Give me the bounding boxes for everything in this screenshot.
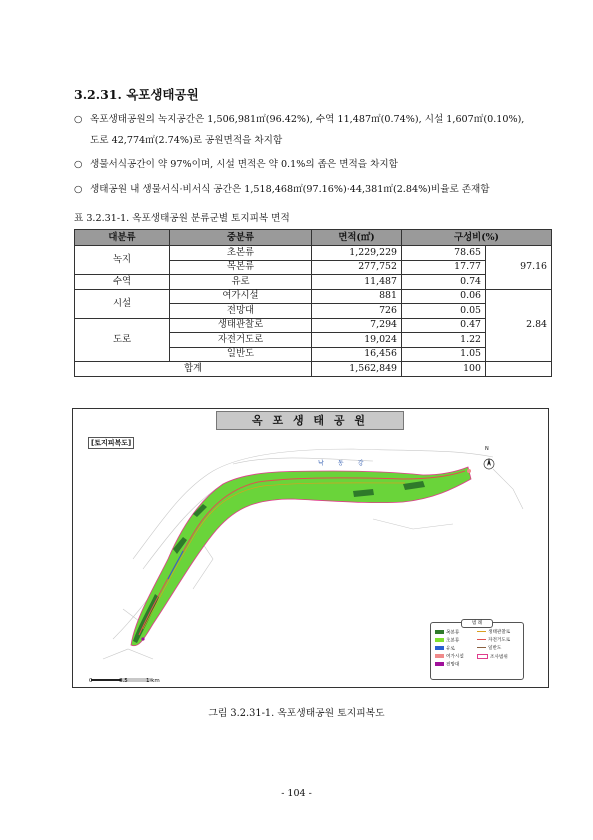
legend-label: 일반도 <box>488 646 502 651</box>
legend-label: 유로 <box>446 646 455 652</box>
total-label: 합계 <box>75 362 312 377</box>
cell-sub: 초본류 <box>170 246 312 261</box>
header-ratio: 구성비(%) <box>402 230 552 246</box>
map-legend <box>430 622 524 680</box>
legend-item <box>435 630 459 636</box>
section-title: 3.2.31. 옥포생태공원 <box>74 87 199 102</box>
legend-label: 전망대 <box>446 662 460 668</box>
legend-item <box>477 646 501 652</box>
group-facility: 시설 <box>75 289 170 318</box>
cell-ratio: 0.05 <box>402 304 486 319</box>
bullet-mark: ○ <box>74 114 83 125</box>
total-area: 1,562,849 <box>312 362 402 377</box>
cell-sub: 여가시설 <box>170 289 312 304</box>
north-arrow <box>484 458 494 469</box>
bullet-1 <box>74 113 524 127</box>
cell-area: 881 <box>312 289 402 304</box>
group-water: 수역 <box>75 275 170 290</box>
legend-title: 범 례 <box>461 619 493 628</box>
scale-label-one: 1 km <box>146 678 160 684</box>
cell-ratio: 0.06 <box>402 289 486 304</box>
cell-area: 7,294 <box>312 318 402 333</box>
cell-sub: 생태관찰로 <box>170 318 312 333</box>
legend-label: 목본류 <box>446 630 460 636</box>
cell-area: 16,456 <box>312 347 402 362</box>
bullet-mark: ○ <box>74 159 83 170</box>
cell-sub: 일반도 <box>170 347 312 362</box>
table-row <box>75 275 552 290</box>
leisure-facility <box>467 469 471 473</box>
group-green: 녹지 <box>75 246 170 275</box>
cell-ratio: 0.74 <box>402 275 486 290</box>
cell-area: 1,229,229 <box>312 246 402 261</box>
legend-label: 초본류 <box>446 638 460 644</box>
legend-item <box>477 638 510 644</box>
bullet-1-line1: 옥포생태공원의 녹지공간은 1,506,981㎡(96.42%), 수역 11,487㎡(0.74%), 시설 1,607㎡(0.10%), <box>90 114 525 125</box>
legend-item <box>435 662 459 668</box>
table-caption: 표 3.2.31-1. 옥포생태공원 분류군별 토지피복 면적 <box>74 213 290 224</box>
map-title: 옥 포 생 태 공 원 <box>216 411 404 430</box>
cell-ratio: 1.05 <box>402 347 486 362</box>
legend-line <box>477 647 486 648</box>
table-total-row <box>75 362 552 377</box>
legend-item <box>477 654 508 660</box>
legend-item <box>435 638 459 644</box>
observatory <box>141 637 144 640</box>
north-label: N <box>485 446 489 452</box>
cell-ratio: 0.47 <box>402 318 486 333</box>
cell-sub: 목본류 <box>170 260 312 275</box>
total-ratio: 100 <box>402 362 486 377</box>
total-empty-cell <box>486 362 552 377</box>
legend-line <box>477 639 486 640</box>
map-subtitle-label: [토지피복도] <box>88 437 134 449</box>
legend-swatch <box>435 662 444 666</box>
legend-swatch <box>435 630 444 634</box>
cell-area: 19,024 <box>312 333 402 348</box>
cell-ratio: 1.22 <box>402 333 486 348</box>
observation-trail <box>143 483 405 629</box>
legend-swatch <box>435 638 444 642</box>
legend-label: 자전거도로 <box>488 638 511 643</box>
legend-line <box>477 631 486 632</box>
scale-label-half: 0.5 <box>119 678 128 684</box>
legend-swatch <box>435 646 444 650</box>
legend-item <box>477 630 510 636</box>
subtotal-nonhabitat: 2.84 <box>486 289 552 362</box>
table-row <box>75 289 552 304</box>
page-number: - 104 - <box>281 788 312 799</box>
header-minor: 중분류 <box>170 230 312 246</box>
bullet-3 <box>74 183 490 197</box>
cell-ratio: 78.65 <box>402 246 486 261</box>
header-major: 대분류 <box>75 230 170 246</box>
cell-ratio: 17.77 <box>402 260 486 275</box>
legend-label: 생태관찰로 <box>488 630 511 635</box>
bullet-2 <box>74 158 398 172</box>
landcover-table <box>74 229 552 377</box>
cell-area: 726 <box>312 304 402 319</box>
bullet-1-continuation: 도로 42,774㎡(2.74%)로 공원면적을 차지함 <box>90 135 283 146</box>
river-label: 낙동강 <box>318 460 378 467</box>
table-row <box>75 318 552 333</box>
legend-swatch <box>477 654 488 659</box>
cell-area: 277,752 <box>312 260 402 275</box>
table-row <box>75 246 552 261</box>
group-road: 도로 <box>75 318 170 362</box>
cell-sub: 전망대 <box>170 304 312 319</box>
bullet-2-line1: 생물서식공간이 약 97%이며, 시설 면적은 약 0.1%의 좁은 면적을 차지함 <box>90 159 398 170</box>
legend-item <box>435 646 455 652</box>
cell-sub: 유로 <box>170 275 312 290</box>
legend-swatch <box>435 654 444 658</box>
scale-label-zero: 0 <box>89 678 93 684</box>
table-header-row <box>75 230 552 246</box>
bullet-3-line1: 생태공원 내 생물서식·비서식 공간은 1,518,468㎡(97.16%)·44,381㎡(2.84%)비율로 존재함 <box>90 184 490 195</box>
cell-sub: 자전거도로 <box>170 333 312 348</box>
figure-caption: 그림 3.2.31-1. 옥포생태공원 토지피복도 <box>208 708 385 719</box>
header-area: 면적(㎡) <box>312 230 402 246</box>
subtotal-habitat: 97.16 <box>486 246 552 290</box>
bullet-mark: ○ <box>74 184 83 195</box>
legend-label: 조사범위 <box>490 655 508 660</box>
legend-item <box>435 654 464 660</box>
legend-label: 여가시설 <box>446 654 464 660</box>
cell-area: 11,487 <box>312 275 402 290</box>
